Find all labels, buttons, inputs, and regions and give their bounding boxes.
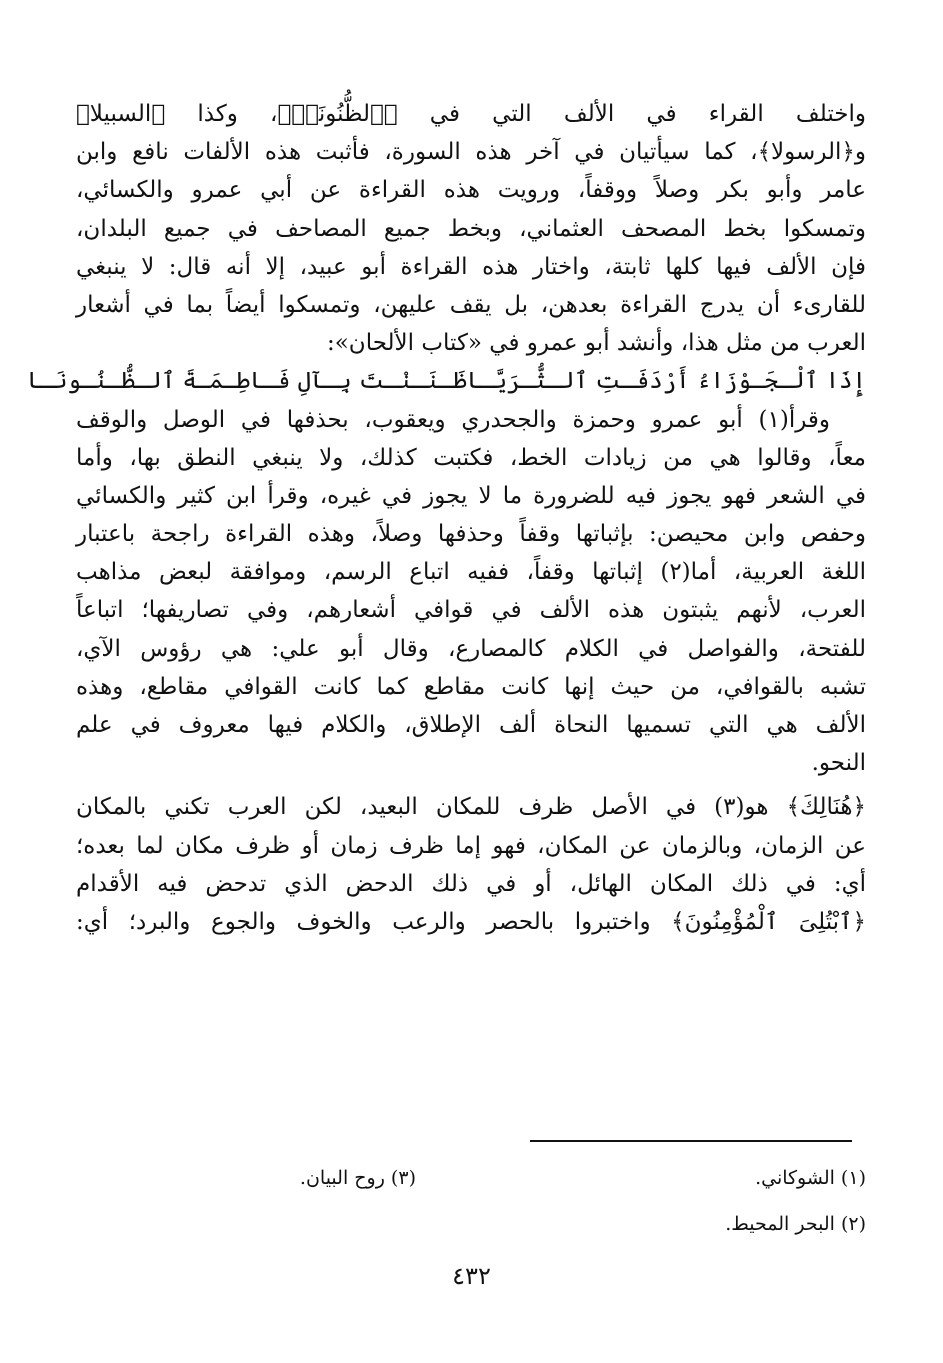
footnote-row [76, 1201, 866, 1247]
text-line: العرب من مثل هذا، وأنشد أبو عمرو في «كتاب الألحان»: [326, 330, 866, 357]
text-line: النحو. [811, 750, 866, 777]
text-line: في الشعر فهو يجوز فيه للضرورة ما لا يجوز في غيره، وقرأ ابن كثير والكسائي [76, 482, 866, 509]
footnotes [76, 1155, 866, 1247]
footnote-separator [530, 1140, 852, 1142]
footnote-3: (٣) روح البيان. [299, 1167, 416, 1189]
text-line: فإن الألف فيها كلها ثابتة، واختار هذه القراءة أبو عبيد، إلا أنه قال: لا ينبغي [76, 253, 866, 280]
text-line: للفتحة، والفواصل في الكلام كالمصارع، وقال أبو علي: هي رؤوس الآي، [76, 635, 866, 662]
text-line: تشبه بالقوافي، من حيث إنها كانت مقاطع كما كانت القوافي مقاطع، وهذه [76, 673, 866, 700]
footnote-2: (٢) البحر المحيط. [725, 1213, 866, 1235]
verse-second-hemistich: ظَـنَـنْـتَ بِـآلِ فَـاطِـمَـةَ ٱلـظُّـنُـونَـا [27, 368, 467, 395]
text-line: العرب، لأنهم يثبتون هذه الألف في قوافي أشعارهم، وفي تصاريفها؛ اتباعاً [76, 597, 866, 624]
verse-first-hemistich: إِذَا ٱلْـجَـوْزَاءُ أَرْدَفَـتِ ٱلـثُّـرَيَّـا [466, 368, 866, 395]
text-line: ﴿هُنَالِكَ﴾ هو(٣) في الأصل ظرف للمكان البعيد، لكن العرب تكني بالمكان [76, 794, 867, 821]
text-line: وتمسكوا بخط المصحف العثماني، وبخط جميع المصاحف في جميع البلدان، [76, 215, 866, 242]
text-line: وحفص وابن محيصن: بإثباتها وقفاً وحذفها وصلاً، وهذه القراءة راجحة باعتبار [76, 521, 866, 548]
text-line: معاً، وقالوا هي من زيادات الخط، فكتبت كذلك، ولا ينبغي النطق بها، وأما [76, 444, 866, 471]
text-line: واختلف القراء في الألف التي في ﴿ٱلظُّنُونَا۠﴾، وكذا ﴿السبيلا﴾ [76, 101, 866, 127]
text-line: أي: في ذلك المكان الهائل، أو في ذلك الدحض الذي تدحض فيه الأقدام [76, 870, 866, 897]
text-line: وقرأ(١) أبو عمرو وحمزة والجحدري ويعقوب، بحذفها في الوصل والوقف [76, 406, 830, 433]
poem-verse [27, 362, 866, 400]
main-text [27, 95, 867, 941]
text-line: للقارىء أن يدرج القراءة بعدهن، بل يقف عليهن، وتمسكوا أيضاً بما في أشعار [76, 291, 866, 318]
text-line: ﴿ٱبْتُلِىَ ٱلْمُؤْمِنُونَ﴾ واختبروا بالحصر والرعب والخوف والجوع والبرد؛ أي: [76, 908, 866, 935]
text-line: و﴿الرسولا﴾، كما سيأتيان في آخر هذه السورة، فأثبت هذه الألفات نافع وابن [76, 139, 866, 166]
text-line: اللغة العربية، أما(٢) إثباتها وقفاً، ففيه اتباع الرسم، وموافقة لبعض مذاهب [76, 559, 866, 586]
footnote-1: (١) الشوكاني. [755, 1167, 866, 1189]
text-line: الألف هي التي تسميها النحاة ألف الإطلاق، والكلام فيها معروف في علم [76, 712, 866, 738]
footnote-row [76, 1155, 866, 1201]
page-number: ٤٣٢ [452, 1262, 491, 1290]
text-line: عامر وأبو بكر وصلاً ووقفاً، ورويت هذه القراءة عن أبي عمرو والكسائي، [76, 177, 866, 204]
text-line: عن الزمان، وبالزمان عن المكان، فهو إما ظرف زمان أو ظرف مكان لما بعده؛ [76, 832, 866, 859]
